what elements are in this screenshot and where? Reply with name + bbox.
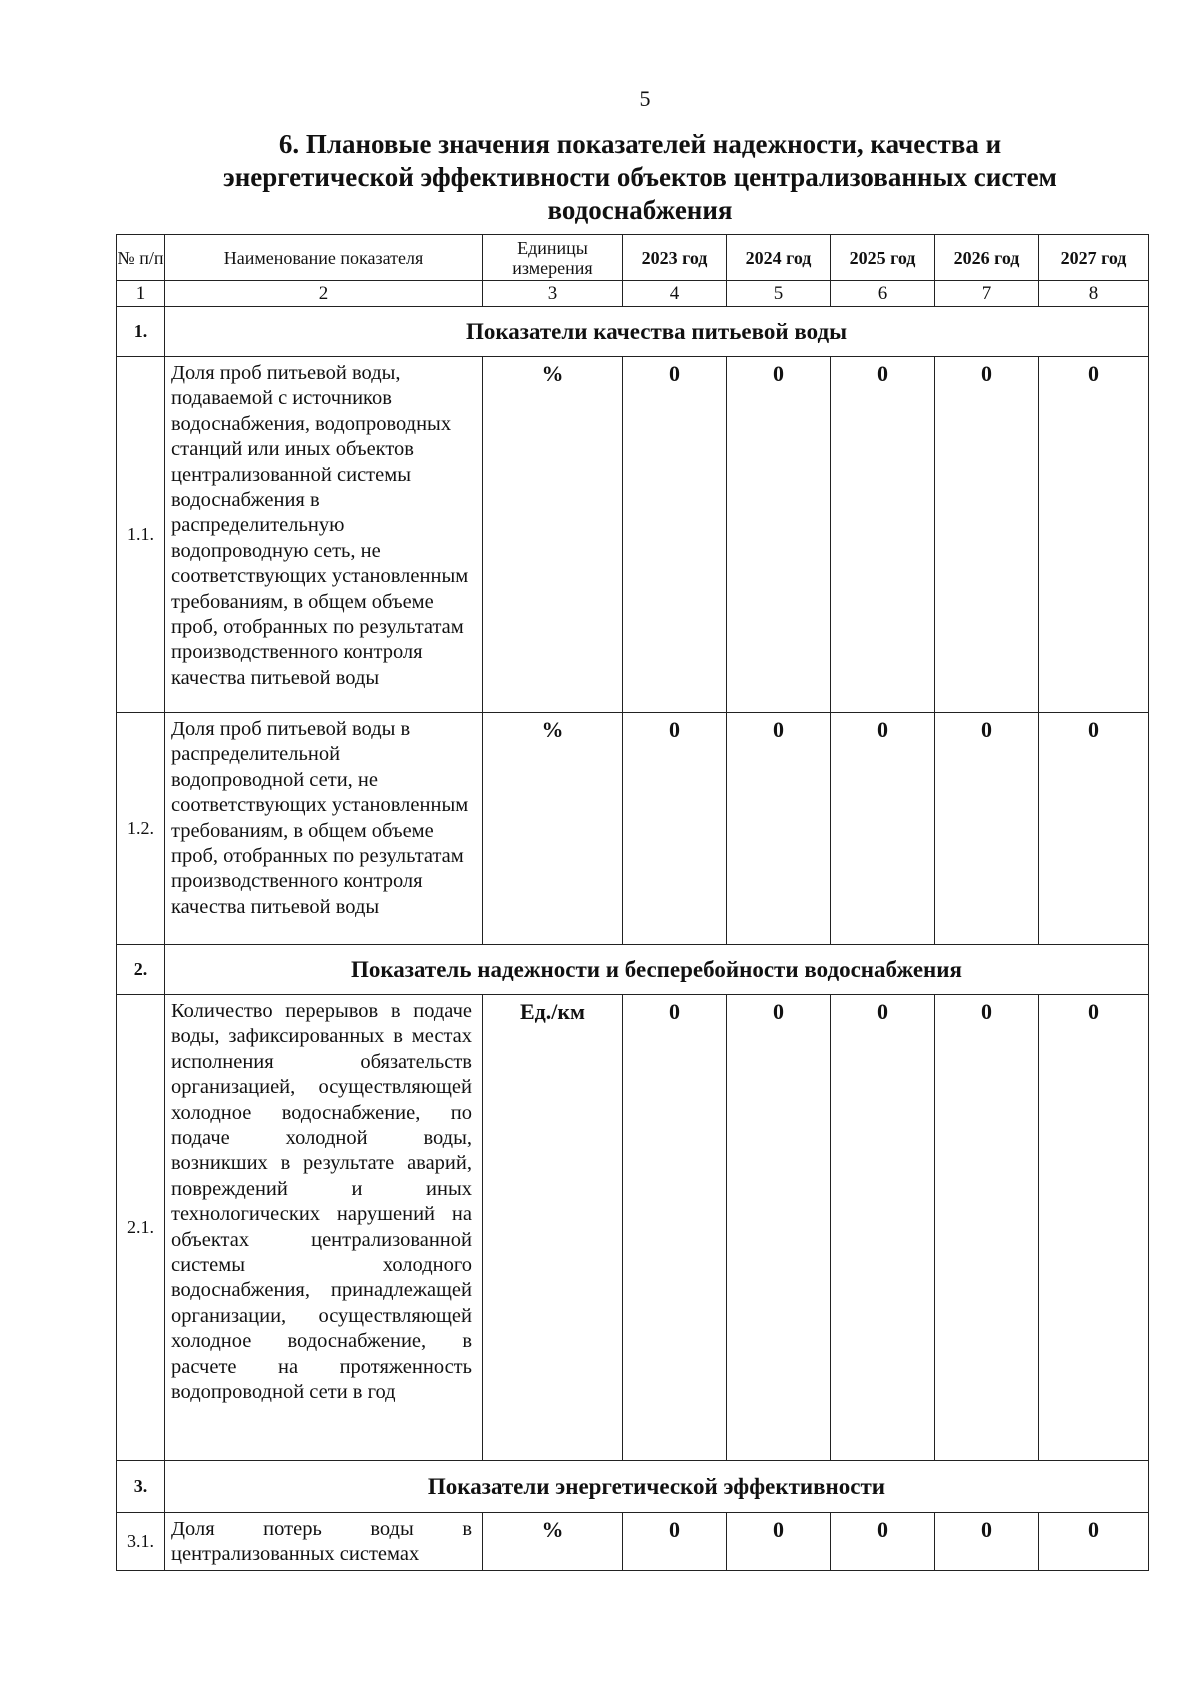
header-num: № п/п <box>117 235 165 281</box>
value-cell-2026: 0 <box>935 995 1039 1461</box>
section-row <box>117 1461 1149 1513</box>
value-cell-2024: 0 <box>727 1513 831 1571</box>
value-cell-2027: 0 <box>1039 357 1149 713</box>
value-cell-2026: 0 <box>935 713 1039 945</box>
header-unit: Единицы измерения <box>483 235 623 281</box>
column-number: 1 <box>117 281 165 307</box>
header-year-2026: 2026 год <box>935 235 1039 281</box>
column-number: 2 <box>165 281 483 307</box>
section-row <box>117 307 1149 357</box>
unit-cell: Ед./км <box>483 995 623 1461</box>
row-number: 1.1. <box>117 357 165 713</box>
unit-cell: % <box>483 713 623 945</box>
indicators-table <box>116 234 1149 1571</box>
unit-cell: % <box>483 1513 623 1571</box>
page-title <box>150 128 1130 227</box>
indicator-name: Доля потерь воды в централизованных системах <box>165 1513 483 1571</box>
column-number: 4 <box>623 281 727 307</box>
column-number: 6 <box>831 281 935 307</box>
row-number: 1.2. <box>117 713 165 945</box>
section-number: 1. <box>117 307 165 357</box>
header-name: Наименование показателя <box>165 235 483 281</box>
value-cell-2024: 0 <box>727 713 831 945</box>
indicator-name: Количество перерывов в подаче воды, зафиксированных в местах исполнения обязательств организацией, осуществляющей холодное водоснабжение, по подаче холодной воды, возникших в результате аварий, повреждений и иных технологических нарушений на объектах централизованной системы холодного водоснабжения, принадлежащей организации, осуществляющей холодное водоснабжение, в расчете на протяженность водопроводной сети в год <box>165 995 483 1461</box>
row-number: 2.1. <box>117 995 165 1461</box>
table-row <box>117 1513 1149 1571</box>
value-cell-2027: 0 <box>1039 1513 1149 1571</box>
column-number: 3 <box>483 281 623 307</box>
header-year-2023: 2023 год <box>623 235 727 281</box>
column-number: 5 <box>727 281 831 307</box>
value-cell-2024: 0 <box>727 357 831 713</box>
indicator-name: Доля проб питьевой воды в распределительной водопроводной сети, не соответствующих установленным требованиям, в общем объеме проб, отобранных по результатам производственного контроля качества питьевой воды <box>165 713 483 945</box>
value-cell-2027: 0 <box>1039 713 1149 945</box>
value-cell-2025: 0 <box>831 357 935 713</box>
title-line-2: энергетической эффективности объектов централизованных систем <box>223 162 1057 192</box>
value-cell-2023: 0 <box>623 1513 727 1571</box>
header-year-2025: 2025 год <box>831 235 935 281</box>
value-cell-2027: 0 <box>1039 995 1149 1461</box>
value-cell-2023: 0 <box>623 995 727 1461</box>
title-line-1: 6. Плановые значения показателей надежности, качества и <box>278 129 1002 159</box>
section-number: 3. <box>117 1461 165 1513</box>
header-year-2027: 2027 год <box>1039 235 1149 281</box>
unit-cell: % <box>483 357 623 713</box>
section-title: Показатели качества питьевой воды <box>165 307 1149 357</box>
value-cell-2026: 0 <box>935 1513 1039 1571</box>
value-cell-2025: 0 <box>831 995 935 1461</box>
table-row <box>117 357 1149 713</box>
table-row <box>117 713 1149 945</box>
title-line-3: водоснабжения <box>547 195 733 225</box>
header-year-2024: 2024 год <box>727 235 831 281</box>
section-row <box>117 945 1149 995</box>
value-cell-2023: 0 <box>623 713 727 945</box>
value-cell-2025: 0 <box>831 713 935 945</box>
section-title: Показатели энергетической эффективности <box>165 1461 1149 1513</box>
row-number: 3.1. <box>117 1513 165 1571</box>
column-number: 7 <box>935 281 1039 307</box>
table-row <box>117 995 1149 1461</box>
value-cell-2024: 0 <box>727 995 831 1461</box>
page-number: 5 <box>639 86 651 111</box>
section-number: 2. <box>117 945 165 995</box>
section-title: Показатель надежности и бесперебойности водоснабжения <box>165 945 1149 995</box>
value-cell-2025: 0 <box>831 1513 935 1571</box>
table-header-row <box>117 235 1149 281</box>
column-number: 8 <box>1039 281 1149 307</box>
indicator-name: Доля проб питьевой воды, подаваемой с источников водоснабжения, водопроводных станций или иных объектов централизованной системы водоснабжения в распределительную водопроводную сеть, не соответствующих установленным требованиям, в общем объеме проб, отобранных по результатам производственного контроля качества питьевой воды <box>165 357 483 713</box>
value-cell-2026: 0 <box>935 357 1039 713</box>
column-number-row <box>117 281 1149 307</box>
value-cell-2023: 0 <box>623 357 727 713</box>
